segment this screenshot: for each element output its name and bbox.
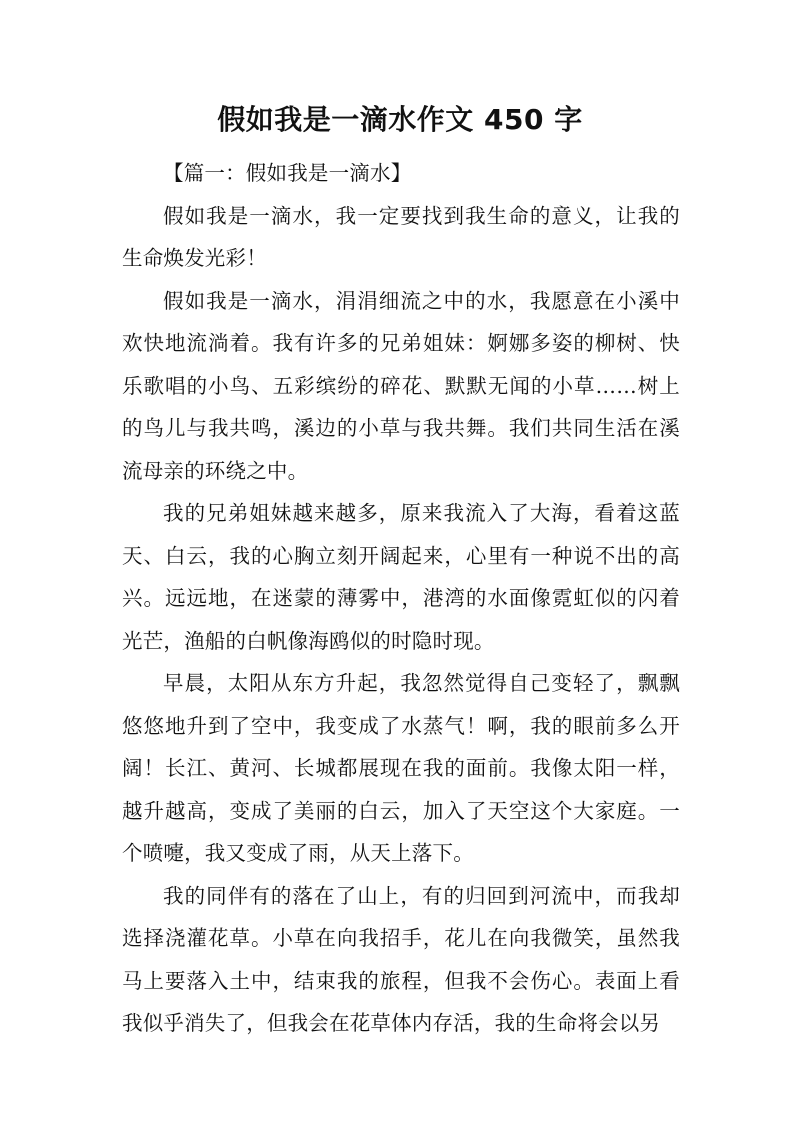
paragraph-2: 假如我是一滴水，涓涓细流之中的水，我愿意在小溪中欢快地流淌着。我有许多的兄弟姐妹：婀娜多姿的柳树、快乐歌唱的小鸟、五彩缤纷的碎花、默默无闻的小草……树上的鸟儿与我共鸣，溪边的小草与我共舞。我们共同生活在溪流母亲的环绕之中。	[122, 288, 680, 483]
document-title: 假如我是一滴水作文 450 字	[217, 103, 583, 136]
paragraph-4: 早晨，太阳从东方升起，我忽然觉得自己变轻了，飘飘悠悠地升到了空中，我变成了水蒸气！啊，我的眼前多么开阔！长江、黄河、长城都展现在我的面前。我像太阳一样，越升越高，变成了美丽的白云，加入了天空这个大家庭。一个喷嚏，我又变成了雨，从天上落下。	[122, 671, 680, 865]
document-body	[122, 152, 680, 1045]
paragraph-5: 我的同伴有的落在了山上，有的归回到河流中，而我却选择浇灌花草。小草在向我招手，花儿在向我微笑，虽然我马上要落入土中，结束我的旅程，但我不会伤心。表面上看我似乎消失了，但我会在花草体内存活，我的生命将会以另	[122, 883, 680, 1035]
paragraph-1: 假如我是一滴水，我一定要找到我生命的意义，让我的生命焕发光彩！	[122, 203, 680, 270]
section-heading: 【篇一：假如我是一滴水】	[163, 161, 412, 185]
paragraph-3: 我的兄弟姐妹越来越多，原来我流入了大海，看着这蓝天、白云，我的心胸立刻开阔起来，心里有一种说不出的高兴。远远地，在迷蒙的薄雾中，港湾的水面像霓虹似的闪着光芒，渔船的白帆像海鸥似的时隐时现。	[122, 501, 680, 653]
